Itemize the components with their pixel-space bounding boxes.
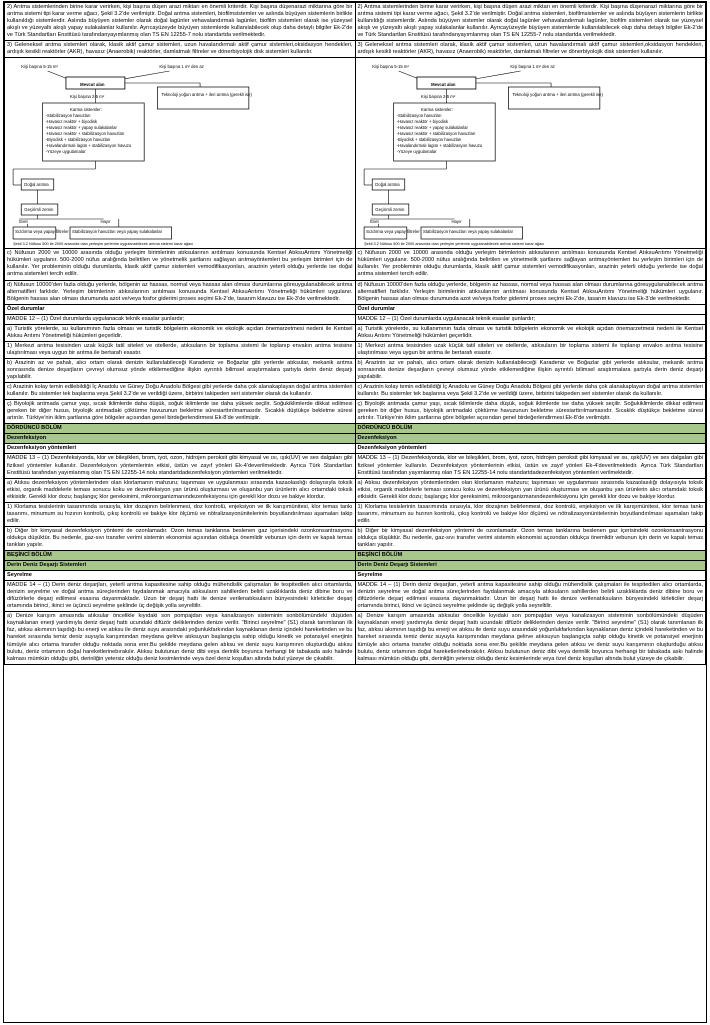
cell-right: MADDE 12 – (1) Özel durumlarda uygulanacak teknik esaslar şunlardır; (355, 314, 706, 324)
cell-left: c) Arazinin kolay temin edilebildiği İç Anadolu ve Güney Doğu Anadolu Bölgesi gibi yerlerde daha çok alanakaplayan doğal arıtma sistemleri kullanılır. Bu sistemler tek başlarına veya Şekil 3.2’de ve verildiği üzere, birbirini takipeden seri sistemler olarak da kullanılır. (5, 383, 356, 400)
fig-karma-item: -Stabilizasyon havuzları (45, 113, 91, 119)
cell-left: d) Nüfusun 10000’den fazla olduğu yerlerde, bölgenin az hassas, normal veya hassas alan olması durumlarına göreuygulanabilecek arıtma alternatifleri farklıdır. Yerleşim birimlerinin atıksularının arıtılması konusunda Kentsel AtıksuArıtımı Yönetmeliği hükümleri uygulanır. Bölgenin hassas alan olması durumunda azot ve/veya fosfor giderimi proses seçimi Ek-2’de, tasarım klavuzu ise Ek-3’de verilmektedir. (5, 280, 356, 304)
fig-karma-item: -Havasız reaktör + stabilizasyon havuzları (45, 131, 125, 137)
fig-dogal-aritma: Doğal arıtma (374, 182, 400, 188)
figure-right (355, 58, 706, 249)
doc-row (5, 478, 706, 502)
cell-left: b) Diğer bir kimyasal dezenfeksiyon yöntemi de ozonlamadır. Ozon temas tanklarına beslenen gaz içerisindeki ozonkonsantrasyonu oldukça düşüktür. Bu nedenle, gaz-sıvı transfer verimi sistemin ekonomisi açısından oldukça önemlidir vebunun için derin ve kapalı temas tankları yapılır. (5, 526, 356, 550)
cell-right: b) Diğer bir kimyasal dezenfeksiyon yöntemi de ozonlamadır. Ozon temas tanklarına beslenen gaz içerisindeki ozonkonsantrasyonu oldukça düşüktür. Bu nedenle, gaz-sıvı transfer verimi sistemin ekonomisi açısından oldukça önemlidir vebunun için derin ve kapalı temas tankları yapılır. (355, 526, 706, 550)
cell-right: ç) Biyolojik arıtmada çamur yaşı, sıcak iklimlerde daha düşük, soğuk iklimlerde ise daha yüksek seçilir. Soğukiklimlerde dikkat edilmesi gereken bir diğer husus, biyolojik arıtmadaki çöktürme havuzunun bekletme süresiarttırılmamasıdır. Sıcaklık düştükçe bekletme süresi artırılır. Türkiye’nin iklim şartlarına göre bölgeler açısından genel birdeğerlendirmesi Ek-8’de verilmiştir. (355, 400, 706, 424)
two-column-table (4, 2, 706, 665)
cell-left: a) Denize karışım amasında atıksular öncelikle kıyıdaki son pompajdan veya kanalizasyon sisteminin sonbölümündeki düşüden kaynaklanan enerji yardımıyla deniz deşarj hattı ucundaki difüzör deliklerinden denize verilir. “Birinci seyrelme” (S1) olarak tanımlanan ilk faz, atıksu akımının taşıdığı bu enerji ve atıksu ile deniz suyu arasındaki yoğunlukfarkından kaynaklanan deniz içindeki hareketinden ve bu hareket sırasında temiz deniz suyuyla karışımından meydana gelirve atıksuyun başlangıçta sahip olduğu kinetik ve potansiyel enerjinin tümüyle alıcı ortama transfer olduğu noktada sona erer.Bu şekilde meydana gelen atıksu ve deniz suyu karışımının oluşturduğu atıksu bulutu, deniz ortamının doğal hareketlerinebırakılır. Atıksu bulutunun deniz dibi veya derinlik boyunca herhangi bir tabakada askı halinde kalması mümkün olduğu gibi, derinliğin yetersiz olduğu deniz kesimlerinde veya özel deniz koşulları altında bulut yüzeye de çıkabilir. (5, 612, 356, 664)
doc-row (5, 280, 706, 304)
doc-row (5, 314, 706, 324)
cell-right: DÖRDÜNCÜ BÖLÜM (355, 424, 706, 434)
fig-hayir-text: Stabilizasyon havuzları veya yapay sulakalanlar (422, 229, 513, 235)
doc-row (5, 502, 706, 526)
cell-left: Dezenfeksiyon yöntemleri (5, 444, 356, 454)
cell-right: c) Arazinin kolay temin edilebildiği İç Anadolu ve Güney Doğu Anadolu Bölgesi gibi yerlerde daha çok alanakaplayan doğal arıtma sistemleri kullanılır. Bu sistemler tek başlarına veya Şekil 3.2’de ve verildiği üzere, birbirini takipeden seri sistemler olarak da kullanılır. (355, 383, 706, 400)
cell-left: c) Nüfusun 2000 ve 10000 arasında olduğu yerleşim birimlerinin atıksularının arıtılması konusunda Kentsel AtıksuArıtımı Yönetmeliği hükümleri uygulanır. 500-2000 nüfus aralığında belirtilen ve yönetmelik şartlarını sağlayan arıtmayöntemleri bu yerleşim birimleri için de kullanılır. Yer probleminin olduğu durumlarda, klasik aktif çamur sistemleri vemodifikasyonları, arazinin yeterli olduğu yerlerde ise doğal arıtma sistemleri tercih edilir. (5, 249, 356, 280)
doc-row (5, 249, 706, 280)
cell-right: Dezenfeksiyon yöntemleri (355, 444, 706, 454)
cell-left: Özel durumlar (5, 304, 356, 314)
fig-karma-item: -Biyodisk + stabilizasyon havuzları (396, 137, 462, 143)
cell-left: a) Atıksu dezenfeksiyon yöntemlerinden olan klorlamanın mahzuru; taşınması ve uygulanması sırasında kazaolasılığı dolayısıyla toksik etkisi, organik maddelerle teması sonucu koku ve dezenfeksiyon yan ürünü oluşturması ve oluşanbu yan ürünlerin alıcı ortamdaki toksik etkisidir. Gerekli klor dozu; başlangıç klor gereksinimi, mikroorganizmanındezenfeksiyonu için gerekli klor dozu ve bakiye klordur. (5, 478, 356, 502)
doc-row (5, 304, 706, 314)
doc-row (5, 434, 706, 444)
fig-hayir: Hayır (100, 219, 111, 225)
fig-mevcut-alan: Mevcut alan (80, 82, 105, 88)
cell-left: Seyrelme (5, 571, 356, 581)
cell-left: Derin Deniz Deşarjı Sistemleri (5, 561, 356, 571)
fig-label-top-right: Kişi başına 1 m² den az (509, 64, 555, 70)
cell-left: DÖRDÜNCÜ BÖLÜM (5, 424, 356, 434)
fig-gecirimli: Geçirimli zemin (374, 207, 404, 213)
cell-left: MADDE 13 – (1) Dezenfeksiyonda, klor ve bileşikleri, brom, iyot, ozon, hidrojen peroksit gibi kimyasal ve ısı, ışık(UV) ve ses dalgaları gibi fiziksel yöntemler kullanılır. Dezenfeksiyon yöntemlerinin etkisi, üstün ve zayıf yönleri Ek-4’deverilmektedir. Ayrıca Türk Standartları Enstitüsü tarafından yayımlanmış olan TS EN 12255-14 nolu standartdadezenfeksiyon yöntemleri verilmektedir. (5, 454, 356, 478)
doc-row (5, 551, 706, 561)
document-page (3, 1, 707, 1023)
cell-right: c) Nüfusun 2000 ve 10000 arasında olduğu yerleşim birimlerinin atıksularının arıtılması konusunda Kentsel AtıksuArıtımı Yönetmeliği hükümleri uygulanır. 500-2000 nüfus aralığında belirtilen ve yönetmelik şartlarını sağlayan arıtmayöntemleri bu yerleşim birimleri için de kullanılır. Yer probleminin olduğu durumlarda, klasik aktif çamur sistemleri vemodifikasyonları, arazinin yeterli olduğu yerlerde ise doğal arıtma sistemleri tercih edilir. (355, 249, 706, 280)
doc-row (5, 571, 706, 581)
fig-evet: Evet (369, 219, 379, 225)
fig-label-top-right: Kişi başına 1 m² den az (159, 64, 204, 70)
fig-karma-item: -Yüzeye uygulamalar (396, 149, 437, 155)
fig-karma-title: Karma sistemler: (420, 107, 453, 113)
fig-karma-item: -Havasız reaktör + yapay sulakalanlar (396, 125, 468, 131)
fig-gecirimli: Geçirimli zemin (24, 207, 54, 213)
cell-right: MADDE 13 – (1) Dezenfeksiyonda, klor ve bileşikleri, brom, iyot, ozon, hidrojen peroksit gibi kimyasal ve ısı, ışık(UV) ve ses dalgaları gibi fiziksel yöntemler kullanılır. Dezenfeksiyon yöntemlerinin etkisi, üstün ve zayıf yönleri Ek-4’deverilmektedir. Ayrıca Türk Standartları Enstitüsü tarafından yayımlanmış olan TS EN 12255-14 nolu standartdadezenfeksiyon yöntemleri verilmektedir. (355, 454, 706, 478)
doc-row (5, 424, 706, 434)
fig-label-mid: Kişi başına 2-5 m² (70, 94, 105, 100)
fig-karma-item: -Havasız reaktör + biyodisk (396, 119, 448, 125)
fig-label-mid: Kişi başına 2-5 m² (420, 94, 455, 100)
doc-row (5, 324, 706, 341)
cell-right: BEŞİNCİ BÖLÜM (355, 551, 706, 561)
cell-left: ç) Biyolojik arıtmada çamur yaşı, sıcak iklimlerde daha düşük, soğuk iklimlerde ise daha yüksek seçilir. Soğukiklimlerde dikkat edilmesi gereken bir diğer husus, biyolojik arıtmadaki çöktürme havuzunun bekletme süresiarttırılmamasıdır. Sıcaklık düştükçe bekletme süresi artırılır. Türkiye’nin iklim şartlarına göre bölgeler açısından genel birdeğerlendirmesi Ek-8’de verilmiştir. (5, 400, 356, 424)
doc-row (5, 444, 706, 454)
fig-karma-item: -Havasız reaktör + yapay sulakalanlar (45, 125, 117, 131)
doc-row (5, 58, 706, 249)
doc-row (5, 581, 706, 612)
doc-row (5, 612, 706, 664)
cell-right: Derin Deniz Deşarjı Sistemleri (355, 561, 706, 571)
cell-right: a) Atıksu dezenfeksiyon yöntemlerinden olan klorlamanın mahzuru; taşınması ve uygulanması sırasında kazaolasılığı dolayısıyla toksik etkisi, organik maddelerle teması sonucu koku ve dezenfeksiyon yan ürünü oluşturması ve oluşanbu yan ürünlerin alıcı ortamdaki toksik etkisidir. Gerekli klor dozu; başlangıç klor gereksinimi, mikroorganizmanındezenfeksiyonu için gerekli klor dozu ve bakiye klordur. (355, 478, 706, 502)
decision-tree-figure (358, 59, 704, 247)
cell-right: Özel durumlar (355, 304, 706, 314)
fig-evet: Evet (19, 219, 28, 225)
doc-row (5, 454, 706, 478)
fig-evet-text: Sızdırma veya yapay filtreler (365, 229, 420, 235)
cell-right: 1) Klorlama tesislerinin tasarımında sırasıyla, klor dozajının belirlenmesi, doz kontrolü, enjeksiyon ve ilk karışımünitesi, klor temas tankı tasarımı, minumum su hızının kontrolü, çıkış kontrolü ve bakiye klor ölçümü ve nötralizasyonünitelerinin boyutlandırılması aşamaları takip edilir. (355, 502, 706, 526)
cell-left: b) Arazinin az ve pahalı, alıcı ortam olarak denizin kullanılabileceği Karadeniz ve Boğazlar gibi yerlerde atıksular, mekanik arıtma sonrasında denize deşarjların çevreyi olumsuz yönde etkilemediğine ilişkin ayrıntılı bilimsel araştırmalara şartıyla derin deniz deşarjı yapılabilir. (5, 358, 356, 382)
cell-left: BEŞİNCİ BÖLÜM (5, 551, 356, 561)
fig-karma-item: -Havasız reaktör + biyodisk (45, 119, 98, 125)
cell-left: MADDE 12 – (1) Özel durumlarda uygulanacak teknik esaslar şunlardır; (5, 314, 356, 324)
fig-mevcut-alan: Mevcut alan (430, 82, 456, 88)
fig-karma-item: -Havalandırmalı lagün + stabilizasyon havuzu (45, 143, 132, 149)
cell-left: 3) Geleneksel arıtma sistemleri olarak, klasik aktif çamur sistemleri, uzun havalandırmalı aktif çamur sistemleri,oksidasyon hendekleri, ardışık kesikli reaktörler (AKR), havasız (Anaerobik) reaktörler, damlatmalı filtreler ve dönerbiyolojik disk sistemleri kullanılır. (5, 41, 356, 58)
figure-left (5, 58, 356, 249)
fig-caption: Şekil 3.2 Nüfusu 500 ile 2000 arasında olan yerleşim yerlerine uygulanabilecek arıtma sistemi karar ağacı (363, 242, 544, 247)
cell-left: 1) Klorlama tesislerinin tasarımında sırasıyla, klor dozajının belirlenmesi, doz kontrolü, enjeksiyon ve ilk karışımünitesi, klor temas tankı tasarımı, minumum su hızının kontrolü, çıkış kontrolü ve bakiye klor ölçümü ve nötralizasyonünitelerinin boyutlandırılması aşamaları takip edilir. (5, 502, 356, 526)
cell-right: a) Turistik yörelerde, su kullanımının fazla olması ve turistik bölgelerin ekonomik ve ekolojik açıdan önemarzetmesi nedeni ile Kentsel Atıksu Arıtımı Yönetmeliği hükümleri geçerlidir. (355, 324, 706, 341)
fig-karma-item: -Biyodisk + stabilizasyon havuzları (45, 137, 111, 143)
cell-right: Seyrelme (355, 571, 706, 581)
fig-karma-title: Karma sistemler: (70, 107, 102, 113)
cell-right: d) Nüfusun 10000’den fazla olduğu yerlerde, bölgenin az hassas, normal veya hassas alan olması durumlarına göreuygulanabilecek arıtma alternatifleri farklıdır. Yerleşim birimlerinin atıksularının arıtılması konusunda Kentsel AtıksuArıtımı Yönetmeliği hükümleri uygulanır. Bölgenin hassas alan olması durumunda azot ve/veya fosfor giderimi proses seçimi Ek-2’de, tasarım klavuzu ise Ek-3’de verilmektedir. (355, 280, 706, 304)
cell-right: Dezenfeksiyon (355, 434, 706, 444)
fig-karma-item: -Stabilizasyon havuzları (396, 113, 442, 119)
cell-right: 2) Arıtma sistemlerinden birine karar verirken, kişi başına düşen arazi miktarı en önemli kriterdir. Kişi başına düşenarazi miktarına göre bir arıtma sistemi tipi karar verme ağacı, Şekil 3.2’de verilmiştir. Doğal arıtma sistemleri, biofilmsistemler ve aslında büyüyen sistemlerin birlikte kullanıldığı sistemlerdir. Aslında büyüyen sistemler olarak doğal lagünler vehavalandırmalı lagünler, biofilm sistemleri olarak ise yüzeysel akışlı ve yüzeyaltı akışlı yapay sulakalanlar kullanılır. Ayrıcayüzeyde büyüyen sistemlerde kullanılabilecek olup daha detaylı bilgiler Ek-2’de ve Türk Standartları Enstitüsü tarafındanyayımlanmış olan TS EN 12255-7 nolu standartda verilmektedir. (355, 3, 706, 41)
cell-right: 3) Geleneksel arıtma sistemleri olarak, klasik aktif çamur sistemleri, uzun havalandırmalı aktif çamur sistemleri,oksidasyon hendekleri, ardışık kesikli reaktörler (AKR), havasız (Anaerobik) reaktörler, damlatmalı filtreler ve dönerbiyolojik disk sistemleri kullanılır. (355, 41, 706, 58)
fig-karma-item: -Havalandırmalı lagün + stabilizasyon havuzu (396, 143, 482, 149)
fig-teknoloji: Teknoloji yoğun arıtma + ileri arıtma (gerekli ise) (161, 92, 252, 98)
fig-caption: Şekil 3.2 Nüfusu 500 ile 2000 arasında olan yerleşim yerlerine uygulanabilecek arıtma sistemi karar ağacı (13, 242, 194, 247)
fig-label-top-left: Kişi başına 5-15 m² (21, 64, 58, 70)
doc-row (5, 400, 706, 424)
doc-row (5, 526, 706, 550)
doc-row (5, 561, 706, 571)
cell-left: MADDE 14 – (1) Derin deniz deşarjları, yeterli arıtma kapasitesine sahip olduğu mühendislik çalışmaları ile tespitedilen alıcı ortamlarda, denizin seyrelme ve doğal arıtma süreçlerinden faydalanmak amacıyla atıksuların sahillerden belirli uzaklıklarda deniz dibine boru ve difüzörlerle deşarj edilmesi esasına dayanmaktadır. Uzun bir deşarj hattı ile denize verilenatıksuların bünyesindeki kirleticiler deşarj ortamında birinci, ikinci ve üçüncü seyrelme şeklinde üç değişik yolla seyreltilir. (5, 581, 356, 612)
fig-hayir: Hayır (450, 219, 462, 225)
fig-label-top-left: Kişi başına 5-15 m² (371, 64, 409, 70)
cell-right: 1) Merkezi arıtma tesisinden uzak küçük tatil siteleri ve otellerde, atıksuların bir toplama sistemi ile toplanıp envakın arıtma tesisine ulaştırılması veya uygun bir arıtma ile bertarafı esastır. (355, 341, 706, 358)
doc-row (5, 41, 706, 58)
cell-right: MADDE 14 – (1) Derin deniz deşarjları, yeterli arıtma kapasitesine sahip olduğu mühendislik çalışmaları ile tespitedilen alıcı ortamlarda, denizin seyrelme ve doğal arıtma süreçlerinden faydalanmak amacıyla atıksuların sahillerden belirli uzaklıklarda deniz dibine boru ve difüzörlerle deşarj edilmesi esasına dayanmaktadır. Uzun bir deşarj hattı ile denize verilenatıksuların bünyesindeki kirleticiler deşarj ortamında birinci, ikinci ve üçüncü seyrelme şeklinde üç değişik yolla seyreltilir. (355, 581, 706, 612)
doc-row (5, 358, 706, 382)
cell-left: 2) Arıtma sistemlerinden birine karar verirken, kişi başına düşen arazi miktarı en önemli kriterdir. Kişi başına düşenarazi miktarına göre bir arıtma sistemi tipi karar verme ağacı, Şekil 3.2’de verilmiştir. Doğal arıtma sistemleri, biofilmsistemler ve aslında büyüyen sistemlerin birlikte kullanıldığı sistemlerdir. Aslında büyüyen sistemler olarak doğal lagünler vehavalandırmalı lagünler, biofilm sistemleri olarak ise yüzeysel akışlı ve yüzeyaltı akışlı yapay sulakalanlar kullanılır. Ayrıcayüzeyde büyüyen sistemlerde kullanılabilecek olup daha detaylı bilgiler Ek-2’de ve Türk Standartları Enstitüsü tarafındanyayımlanmış olan TS EN 12255-7 nolu standartda verilmektedir. (5, 3, 356, 41)
fig-teknoloji-box (508, 87, 599, 109)
doc-row (5, 341, 706, 358)
cell-left: 1) Merkezi arıtma tesisinden uzak küçük tatil siteleri ve otellerde, atıksuların bir toplama sistemi ile toplanıp envakın arıtma tesisine ulaştırılması veya uygun bir arıtma ile bertarafı esastır. (5, 341, 356, 358)
fig-hayir-text: Stabilizasyon havuzları veya yapay sulakalanlar (72, 229, 163, 235)
fig-karma-item: -Yüzeye uygulamalar (45, 149, 86, 155)
fig-evet-text: Sızdırma veya yapay filtreler (15, 229, 69, 235)
cell-right: b) Arazinin az ve pahalı, alıcı ortam olarak denizin kullanılabileceği Karadeniz ve Boğazlar gibi yerlerde atıksular, mekanik arıtma sonrasında denize deşarjların çevreyi olumsuz yönde etkilemediğine ilişkin ayrıntılı bilimsel araştırmalara şartıyla derin deniz deşarjı yapılabilir. (355, 358, 706, 382)
decision-tree-figure (7, 59, 353, 247)
doc-row (5, 383, 706, 400)
cell-left: a) Turistik yörelerde, su kullanımının fazla olması ve turistik bölgelerin ekonomik ve ekolojik açıdan önemarzetmesi nedeni ile Kentsel Atıksu Arıtımı Yönetmeliği hükümleri geçerlidir. (5, 324, 356, 341)
fig-teknoloji-box (157, 87, 248, 109)
cell-left: Dezenfeksiyon (5, 434, 356, 444)
cell-right: a) Denize karışım amasında atıksular öncelikle kıyıdaki son pompajdan veya kanalizasyon sisteminin sonbölümündeki düşüden kaynaklanan enerji yardımıyla deniz deşarj hattı ucundaki difüzör deliklerinden denize verilir. “Birinci seyrelme” (S1) olarak tanımlanan ilk faz, atıksu akımının taşıdığı bu enerji ve atıksu ile deniz suyu arasındaki yoğunlukfarkından kaynaklanan deniz içindeki hareketinden ve bu hareket sırasında temiz deniz suyuyla karışımından meydana gelirve atıksuyun başlangıçta sahip olduğu kinetik ve potansiyel enerjinin tümüyle alıcı ortama transfer olduğu noktada sona erer.Bu şekilde meydana gelen atıksu ve deniz suyu karışımının oluşturduğu atıksu bulutu, deniz ortamının doğal hareketlerinebırakılır. Atıksu bulutunun deniz dibi veya derinlik boyunca herhangi bir tabakada askı halinde kalması mümkün olduğu gibi, derinliğin yetersiz olduğu deniz kesimlerinde veya özel deniz koşulları altında bulut yüzeye de çıkabilir. (355, 612, 706, 664)
fig-teknoloji: Teknoloji yoğun arıtma + ileri arıtma (gerekli ise) (511, 92, 603, 98)
fig-karma-item: -Havasız reaktör + stabilizasyon havuzları (396, 131, 475, 137)
fig-dogal-aritma: Doğal arıtma (24, 182, 49, 188)
doc-row (5, 3, 706, 41)
